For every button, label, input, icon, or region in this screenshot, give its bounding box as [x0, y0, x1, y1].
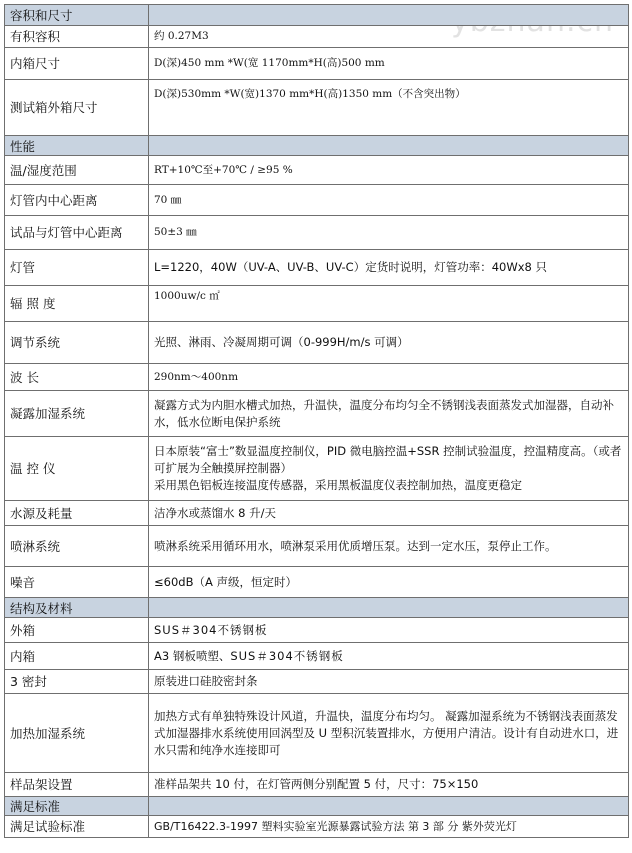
section-performance: [5, 136, 629, 156]
table-row: [5, 48, 629, 80]
row-value: 70 ㎜: [149, 185, 629, 216]
table-row: [5, 286, 629, 322]
row-label: 加热加湿系统: [5, 694, 149, 773]
row-value: D(深)450 mm *W(宽 1170mm*H(高)500 mm: [149, 48, 629, 80]
row-label: 调节系统: [5, 322, 149, 364]
table-row: [5, 773, 629, 797]
temp-control-line-2: 采用黑色铝板连接温度传感器，采用黑板温度仪表控制加热，温度更稳定: [154, 478, 522, 492]
row-value: 50±3 ㎜: [149, 216, 629, 250]
row-value: D(深)530mm *W(宽)1370 mm*H(高)1350 mm（不含突出物）: [149, 80, 629, 136]
row-value: 290nm～400nm: [149, 364, 629, 391]
row-value: GB/T16422.3-1997 塑料实验室光源暴露试验方法 第 3 部 分 紫外荧光灯: [149, 816, 629, 838]
row-label: 辐 照 度: [5, 286, 149, 322]
row-label: 喷淋系统: [5, 526, 149, 567]
section-filler: [149, 5, 629, 26]
table-row: [5, 816, 629, 838]
table-row: [5, 364, 629, 391]
table-row: [5, 26, 629, 48]
table-row: [5, 216, 629, 250]
row-label: 满足试验标准: [5, 816, 149, 838]
row-value: 准样品架共 10 付，在灯管两侧分别配置 5 付，尺寸：75×150: [149, 773, 629, 797]
inner-box-prefix: A3 钢板喷塑、: [154, 648, 231, 663]
row-label: 试品与灯管中心距离: [5, 216, 149, 250]
row-value: 光照、淋雨、冷凝周期可调（0-999H/m/s 可调）: [149, 322, 629, 364]
row-value: [149, 437, 629, 501]
table-row: [5, 618, 629, 643]
row-value: SUS＃304不锈钢板: [149, 618, 629, 643]
row-label: 外箱: [5, 618, 149, 643]
table-row: [5, 322, 629, 364]
row-label: 3 密封: [5, 670, 149, 694]
table-row: [5, 391, 629, 437]
table-row: [5, 526, 629, 567]
section-title: 满足标准: [5, 797, 149, 816]
row-label: 波 长: [5, 364, 149, 391]
temp-control-line-1: 日本原装“富士”数显温度控制仪，PID 微电脑控温+SSR 控制试验温度，控温精度高。（或者可扩展为全触摸屏控制器）: [154, 444, 622, 475]
table-row: [5, 694, 629, 773]
row-value: 原装进口硅胶密封条: [149, 670, 629, 694]
row-value: 1000uw/c ㎡: [149, 286, 629, 322]
row-label: 温 控 仪: [5, 437, 149, 501]
row-label: 测试箱外箱尺寸: [5, 80, 149, 136]
row-label: 内箱尺寸: [5, 48, 149, 80]
section-standard: [5, 797, 629, 816]
table-row: [5, 185, 629, 216]
section-structure: [5, 598, 629, 618]
section-filler: [149, 797, 629, 816]
row-value: 加热方式有单独特殊设计风道，升温快，温度分布均匀。 凝露加湿系统为不锈钢浅表面蒸发式加湿器排水系统使用回涡型及 U 型积沉装置排水，方便用户清洁。设计有自动进水口，进水只需和纯净水连接即可: [149, 694, 629, 773]
section-volume-size: [5, 5, 629, 26]
table-row: [5, 567, 629, 598]
row-value: RT+10℃至+70℃ / ≥95 %: [149, 156, 629, 185]
row-value: 凝露方式为内胆水槽式加热，升温快，温度分布均匀全不锈钢浅表面蒸发式加湿器，自动补水，低水位断电保护系统: [149, 391, 629, 437]
section-filler: [149, 136, 629, 156]
spec-table: [4, 4, 629, 838]
table-row: [5, 643, 629, 670]
table-row: [5, 80, 629, 136]
row-value: 喷淋系统采用循环用水，喷淋泵采用优质增压泵。达到一定水压，泵停止工作。: [149, 526, 629, 567]
section-filler: [149, 598, 629, 618]
section-title: 结构及材料: [5, 598, 149, 618]
table-row: [5, 156, 629, 185]
row-label: 温/湿度范围: [5, 156, 149, 185]
table-row: [5, 250, 629, 286]
table-row: [5, 437, 629, 501]
table-row: [5, 670, 629, 694]
row-label: 灯管内中心距离: [5, 185, 149, 216]
row-value: L=1220，40W（UV-A、UV-B、UV-C）定货时说明，灯管功率：40Wx8 只: [149, 250, 629, 286]
inner-box-material: SUS＃304不锈钢板: [230, 648, 344, 663]
row-value: [149, 643, 629, 670]
table-row: [5, 501, 629, 526]
row-value: 约 0.27M3: [149, 26, 629, 48]
row-label: 噪音: [5, 567, 149, 598]
row-label: 有积容积: [5, 26, 149, 48]
section-title: 性能: [5, 136, 149, 156]
row-label: 凝露加湿系统: [5, 391, 149, 437]
row-label: 样品架设置: [5, 773, 149, 797]
row-label: 灯管: [5, 250, 149, 286]
row-value: ≤60dB（A 声级，恒定时）: [149, 567, 629, 598]
row-value: 洁净水或蒸馏水 8 升/天: [149, 501, 629, 526]
row-label: 内箱: [5, 643, 149, 670]
section-title: 容积和尺寸: [5, 5, 149, 26]
row-label: 水源及耗量: [5, 501, 149, 526]
